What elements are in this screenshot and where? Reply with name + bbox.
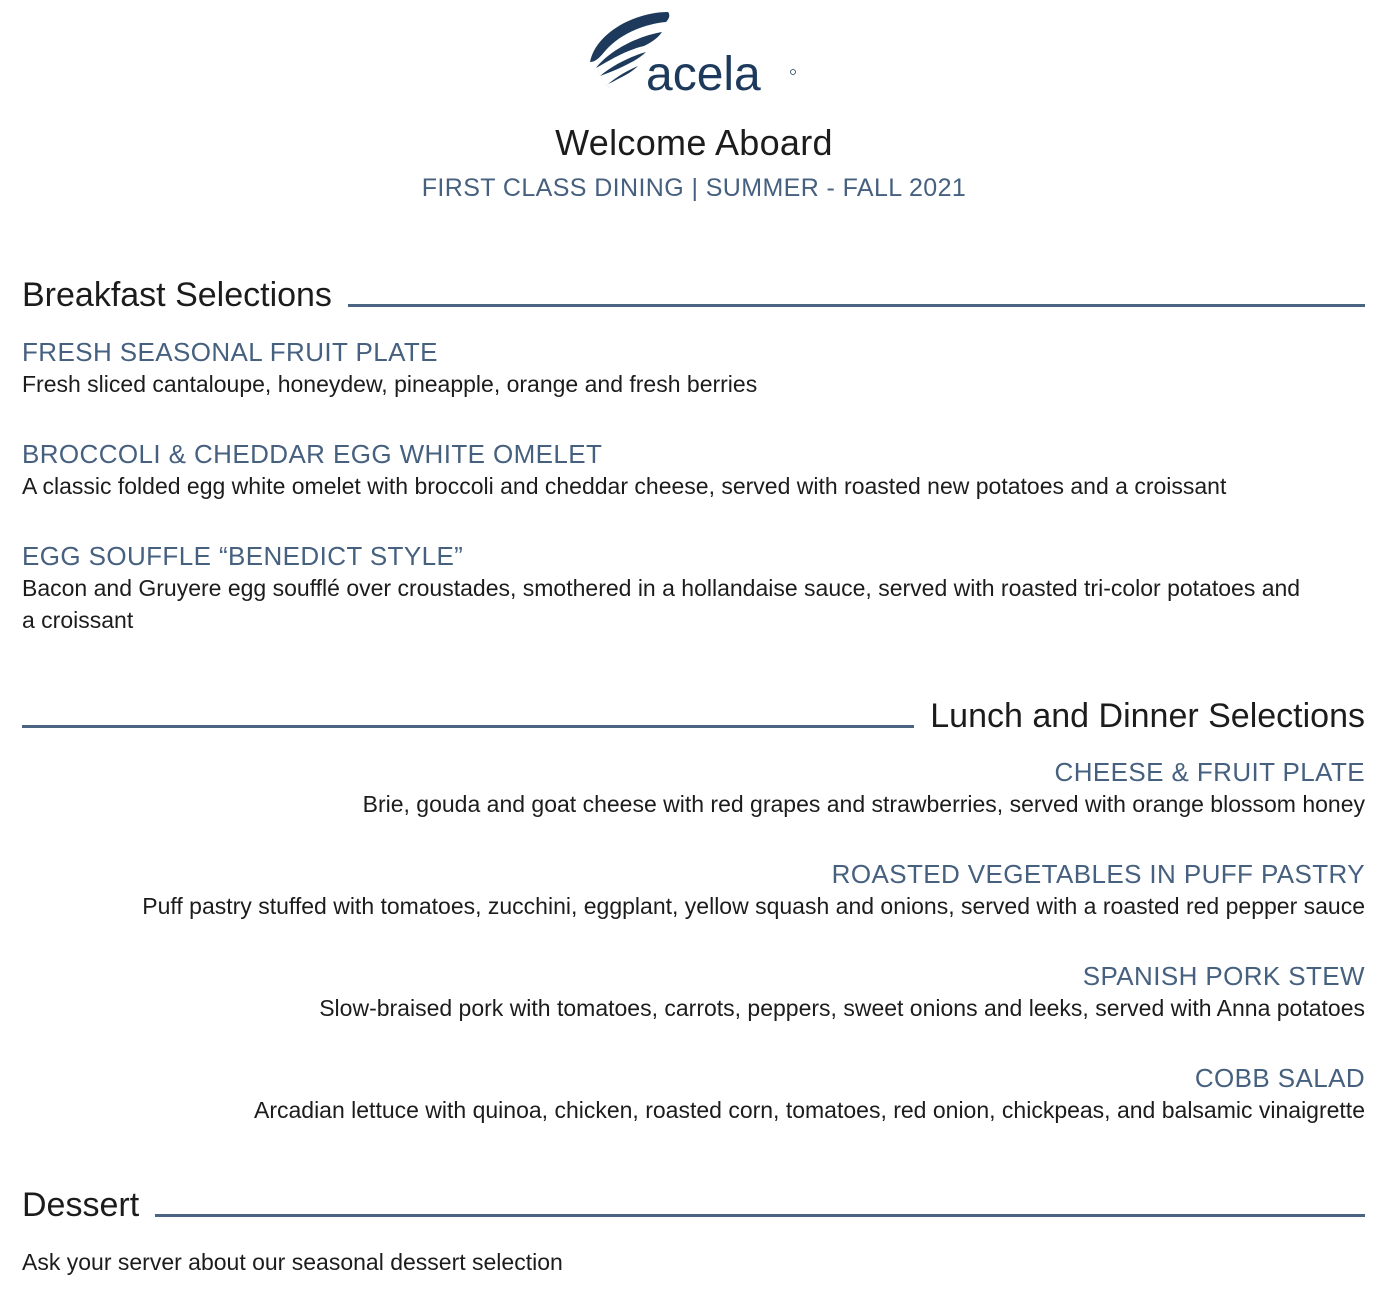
menu-item	[22, 858, 1365, 922]
section-divider	[348, 304, 1365, 307]
breakfast-section-title: Breakfast Selections	[22, 276, 332, 314]
lunch-section-title: Lunch and Dinner Selections	[930, 697, 1365, 735]
page-subtitle: FIRST CLASS DINING | SUMMER - FALL 2021	[421, 174, 967, 202]
acela-wordmark: acela	[646, 48, 761, 94]
section-divider	[22, 725, 914, 728]
menu-item-name: EGG SOUFFLE “BENEDICT STYLE”	[22, 541, 464, 571]
menu-item	[22, 336, 1365, 400]
menu-item-description: Fresh sliced cantaloupe, honeydew, pineapple, orange and fresh berries	[22, 371, 758, 397]
dessert-section-title: Dessert	[22, 1186, 140, 1224]
menu-item	[22, 756, 1365, 820]
menu-item	[22, 1062, 1365, 1126]
menu-item	[22, 540, 1302, 636]
menu-item-name: FRESH SEASONAL FRUIT PLATE	[22, 337, 438, 367]
section-divider	[155, 1214, 1365, 1217]
breakfast-section-header	[22, 276, 1365, 314]
menu-item-description: A classic folded egg white omelet with broccoli and cheddar cheese, served with roasted new potatoes and a croissant	[22, 473, 1227, 499]
menu-item-name: CHEESE & FRUIT PLATE	[1054, 757, 1365, 787]
dessert-note: Ask your server about our seasonal dessert selection	[22, 1249, 563, 1275]
menu-item-name: BROCCOLI & CHEDDAR EGG WHITE OMELET	[22, 439, 603, 469]
menu-item	[22, 960, 1365, 1024]
menu-item-description: Arcadian lettuce with quinoa, chicken, roasted corn, tomatoes, red onion, chickpeas, and balsamic vinaigrette	[253, 1097, 1365, 1123]
acela-logo	[586, 10, 798, 94]
lunch-section-header	[22, 697, 1365, 735]
acela-wing-icon	[586, 10, 798, 94]
menu-item-description: Brie, gouda and goat cheese with red grapes and strawberries, served with orange blossom honey	[362, 791, 1365, 817]
menu-item	[22, 438, 1365, 502]
menu-item-name: SPANISH PORK STEW	[1082, 961, 1365, 991]
menu-item-description: Slow-braised pork with tomatoes, carrots, peppers, sweet onions and leeks, served with Anna potatoes	[319, 995, 1365, 1021]
menu-item-description: Bacon and Gruyere egg soufflé over croustades, smothered in a hollandaise sauce, served with roasted tri-color potatoes and a croissant	[22, 575, 1301, 633]
dessert-section-header	[22, 1186, 1365, 1224]
menu-item-name: COBB SALAD	[1194, 1063, 1365, 1093]
menu-item-name: ROASTED VEGETABLES IN PUFF PASTRY	[831, 859, 1365, 889]
menu-item-description: Puff pastry stuffed with tomatoes, zucchini, eggplant, yellow squash and onions, served with a roasted red pepper sauce	[142, 893, 1365, 919]
page-title: Welcome Aboard	[555, 122, 833, 163]
